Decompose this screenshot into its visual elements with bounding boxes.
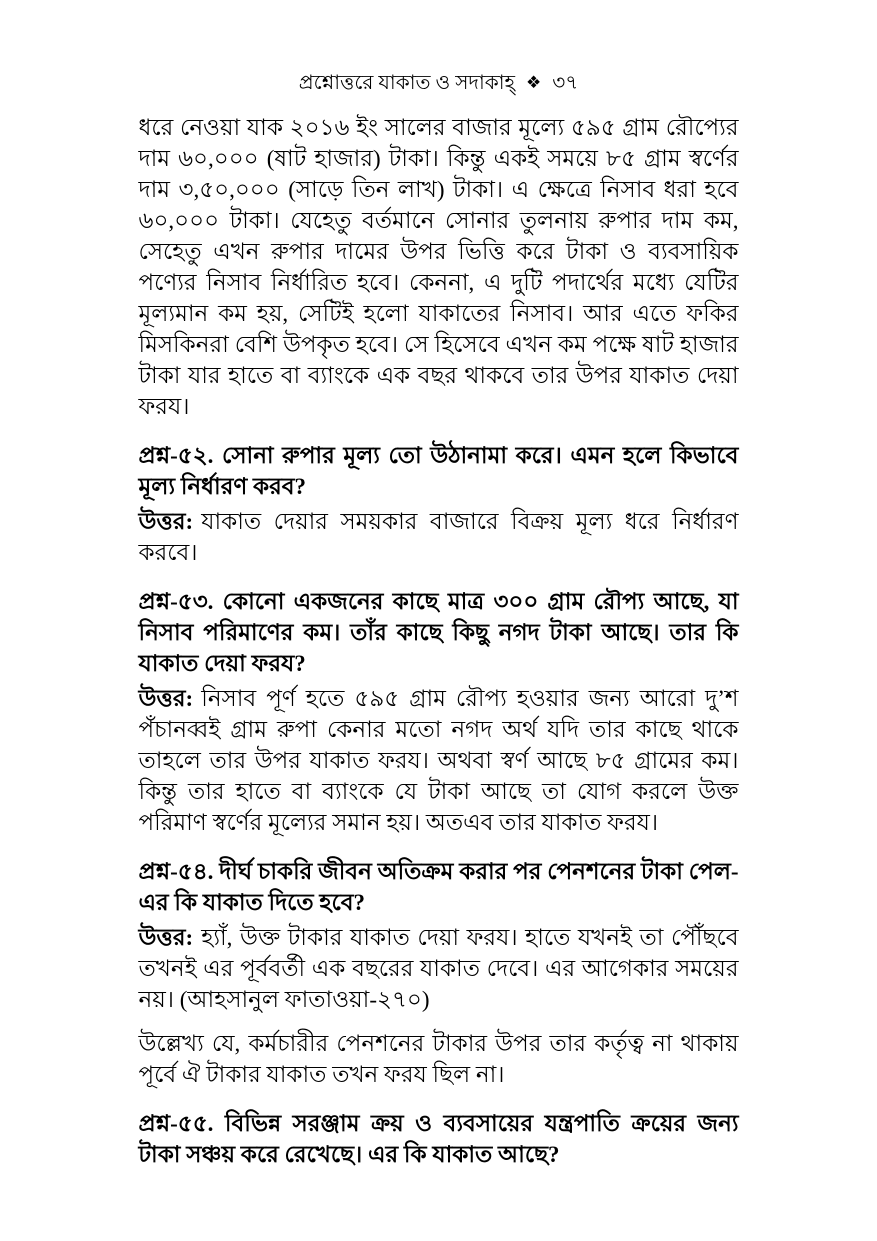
question-55-heading: প্রশ্ন-৫৫. বিভিন্ন সরঞ্জাম ক্রয় ও ব্যবসায়ের যন্ত্রপাতি ক্রয়ের জন্য টাকা সঞ্চয় করে রেখেছে। এর কি যাকাত আছে? (138, 1111, 739, 1167)
header-title: প্রশ্নোত্তরে যাকাত ও সদাকাহ্ (298, 72, 516, 94)
answer-text: যাকাত দেয়ার সময়কার বাজারে বিক্রয় মূল্য ধরে নির্ধারণ করবে। (138, 509, 739, 565)
question-54-heading: প্রশ্ন-৫৪. দীর্ঘ চাকরি জীবন অতিক্রম করার পর পেনশনের টাকা পেল- এর কি যাকাত দিতে হবে? (138, 859, 739, 915)
page-content (139, 0, 739, 1170)
answer-label: উত্তর: (138, 509, 194, 534)
note-paragraph: উল্লেখ্য যে, কর্মচারীর পেনশনের টাকার উপর তার কর্তৃত্ব না থাকায় পূর্বে ঐ টাকার যাকাত তখন ফরয ছিল না। (138, 1031, 739, 1087)
question-53-heading: প্রশ্ন-৫৩. কোনো একজনের কাছে মাত্র ৩০০ গ্রাম রৌপ্য আছে, যা নিসাব পরিমাণের কম। তাঁর কাছে কিছু নগদ টাকা আছে। তার কি যাকাত দেয়া ফরয? (138, 589, 739, 676)
answer-52-paragraph (139, 506, 739, 568)
running-header (139, 70, 739, 96)
answer-54-paragraph (139, 922, 739, 1015)
diamond-separator-icon: ❖ (526, 73, 542, 92)
intro-paragraph: ধরে নেওয়া যাক ২০১৬ ইং সালের বাজার মূল্যে ৫৯৫ গ্রাম রৌপ্যের দাম ৬০,০০০ (ষাট হাজার) টাকা। কিন্তু একই সময়ে ৮৫ গ্রাম স্বর্ণের দাম ৩,৫০,০০০ (সাড়ে তিন লাখ) টাকা। এ ক্ষেত্রে নিসাব ধরা হবে ৬০,০০০ টাকা। যেহেতু বর্তমানে সোনার তুলনায় রুপার দাম কম, সেহেতু এখন রুপার দামের উপর ভিত্তি করে টাকা ও ব্যবসায়িক পণ্যের নিসাব নির্ধারিত হবে। কেননা, এ দুটি পদার্থের মধ্যে যেটির মূল্যমান কম হয়, সেটিই হলো যাকাতের নিসাব। আর এতে ফকির মিসকিনরা বেশি উপকৃত হবে। সে হিসেবে এখন কম পক্ষে ষাট হাজার টাকা যার হাতে বা ব্যাংকে এক বছর থাকবে তার উপর যাকাত দেয়া ফরয। (138, 115, 739, 419)
header-page-number: ৩৭ (552, 72, 579, 94)
answer-text: নিসাব পূর্ণ হতে ৫৯৫ গ্রাম রৌপ্য হওয়ার জন্য আরো দু’শ পঁচানব্বই গ্রাম রুপা কেনার মতো নগদ অর্থ যদি তার কাছে থাকে তাহলে তার উপর যাকাত ফরয। অথবা স্বর্ণ আছে ৮৫ গ্রামের কম। কিন্তু তার হাতে বা ব্যাংকে যে টাকা আছে তা যোগ করলে উক্ত পরিমাণ স্বর্ণের মূল্যের সমান হয়। অতএব তার যাকাত ফরয। (138, 686, 739, 835)
question-52-heading: প্রশ্ন-৫২. সোনা রুপার মূল্য তো উঠানামা করে। এমন হলে কিভাবে মূল্য নির্ধারণ করব? (138, 443, 739, 499)
answer-53-paragraph (139, 683, 739, 838)
answer-label: উত্তর: (138, 686, 194, 711)
answer-label: উত্তর: (138, 925, 194, 950)
answer-text: হ্যাঁ, উক্ত টাকার যাকাত দেয়া ফরয। হাতে যখনই তা পৌঁছবে তখনই এর পূর্ববর্তী এক বছরের যাকাত দেবে। এর আগেকার সময়ের নয়। (আহসানুল ফাতাওয়া-২৭০) (138, 925, 739, 1012)
